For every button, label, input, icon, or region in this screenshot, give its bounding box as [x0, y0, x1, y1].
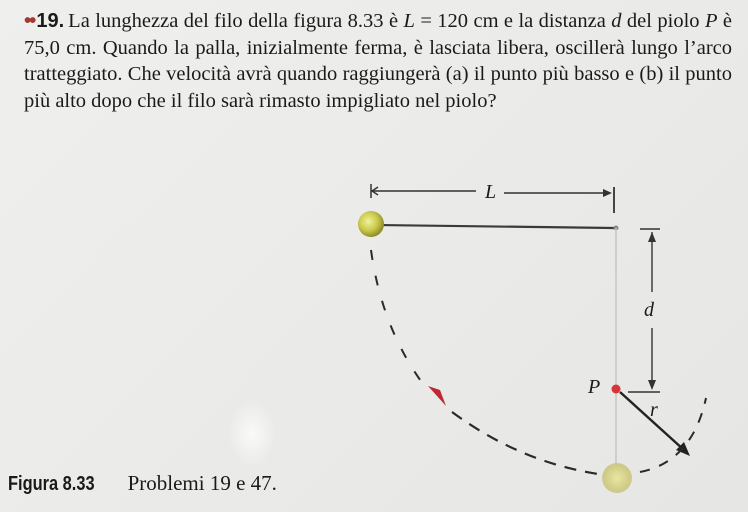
swing-direction-arrow	[428, 386, 446, 406]
problem-text-part-1: La lunghezza del filo della figura 8.33 è	[68, 10, 404, 32]
difficulty-dots: ••	[24, 9, 35, 32]
figure-label: Figura 8.33	[8, 473, 95, 495]
symbol-d: d	[611, 10, 622, 32]
ball-start	[358, 211, 384, 237]
problem-text-part-4: è 75,0 cm. Quando la palla, inizialmente ferma, è lasciata libera, oscillerà lungo l’arco tratteggiato. Che velocità avrà quando raggiungerà (a) il punto più basso e (b) il punto più alto dopo che il filo sarà rimasto impigliato nel piolo?	[24, 10, 732, 112]
peg	[612, 385, 621, 394]
problem-text-part-2: = 120 cm e la distanza	[414, 10, 612, 32]
label-r: r	[650, 399, 658, 421]
caption-problems: Problemi 19 e 47.	[127, 471, 277, 495]
string-horizontal	[378, 225, 614, 228]
swing-arc-lower	[452, 412, 598, 474]
symbol-P: P	[704, 10, 718, 32]
label-L: L	[485, 181, 497, 203]
swing-arc-upper	[371, 250, 426, 388]
radius-r	[620, 392, 690, 456]
dimension-d-arrow-bottom	[648, 380, 656, 390]
problem-number: 19.	[36, 10, 65, 32]
dimension-d-arrow-top	[648, 232, 656, 242]
dimension-L-arrow-right	[603, 189, 612, 197]
label-P: P	[588, 376, 601, 398]
dimension-L	[371, 181, 614, 213]
ball-lowest-point	[602, 463, 632, 493]
dimension-d	[628, 229, 660, 392]
label-d: d	[644, 299, 654, 321]
symbol-L: L	[403, 10, 415, 32]
problem-text-part-3: del piolo	[621, 10, 705, 32]
figure-caption	[8, 470, 277, 497]
